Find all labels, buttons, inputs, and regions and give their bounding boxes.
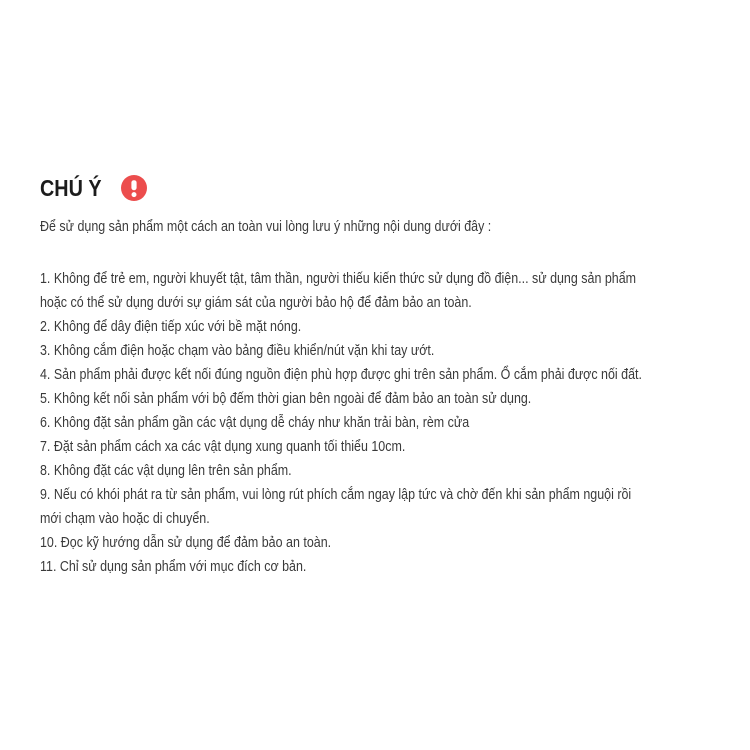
rule-text: 11. Chỉ sử dụng sản phẩm với mục đích cơ bản. — [40, 559, 307, 575]
rule-item-10 — [40, 531, 711, 555]
rule-text-continued: mới chạm vào hoặc di chuyển. — [40, 511, 210, 527]
rule-text: 7. Đặt sản phẩm cách xa các vật dụng xung quanh tối thiểu 10cm. — [40, 439, 406, 455]
exclamation-alert-icon — [121, 175, 147, 201]
rule-text: 1. Không để trẻ em, người khuyết tật, tâm thần, người thiếu kiến thức sử dụng đồ điện... sử dụng sản phẩm — [40, 271, 637, 287]
rule-text: 6. Không đặt sản phẩm gần các vật dụng dễ cháy như khăn trải bàn, rèm cửa — [40, 415, 470, 431]
notice-heading — [40, 172, 710, 204]
rule-text: 9. Nếu có khói phát ra từ sản phẩm, vui lòng rút phích cắm ngay lập tức và chờ đến khi sản phẩm nguội rồi — [40, 487, 632, 503]
rule-text: 10. Đọc kỹ hướng dẫn sử dụng để đảm bảo an toàn. — [40, 535, 332, 551]
rules-list — [40, 267, 711, 579]
rule-text: 5. Không kết nối sản phẩm với bộ đếm thời gian bên ngoài để đảm bảo an toàn sử dụng. — [40, 391, 532, 407]
safety-notice — [40, 172, 710, 575]
rule-item-5 — [40, 387, 711, 411]
rule-text-continued: hoặc có thể sử dụng dưới sự giám sát của người bảo hộ để đảm bảo an toàn. — [40, 295, 472, 311]
notice-intro: Để sử dụng sản phẩm một cách an toàn vui lòng lưu ý những nội dung dưới đây : — [40, 219, 492, 235]
rule-item-2 — [40, 315, 711, 339]
rule-item-9 — [40, 483, 711, 531]
rule-item-11 — [40, 555, 711, 579]
rule-item-6 — [40, 411, 711, 435]
rule-text: 8. Không đặt các vật dụng lên trên sản phẩm. — [40, 463, 292, 479]
rule-item-7 — [40, 435, 711, 459]
notice-title: CHÚ Ý — [40, 174, 102, 201]
rule-item-4 — [40, 363, 711, 387]
rule-item-8 — [40, 459, 711, 483]
rule-text: 3. Không cắm điện hoặc chạm vào bảng điều khiển/nút vặn khi tay ướt. — [40, 343, 435, 359]
rule-text: 2. Không để dây điện tiếp xúc với bề mặt nóng. — [40, 319, 302, 335]
rule-text: 4. Sản phẩm phải được kết nối đúng nguồn điện phù hợp được ghi trên sản phẩm. Ổ cắm phải được nối đất. — [40, 367, 642, 383]
rule-item-1 — [40, 267, 711, 315]
rule-item-3 — [40, 339, 711, 363]
